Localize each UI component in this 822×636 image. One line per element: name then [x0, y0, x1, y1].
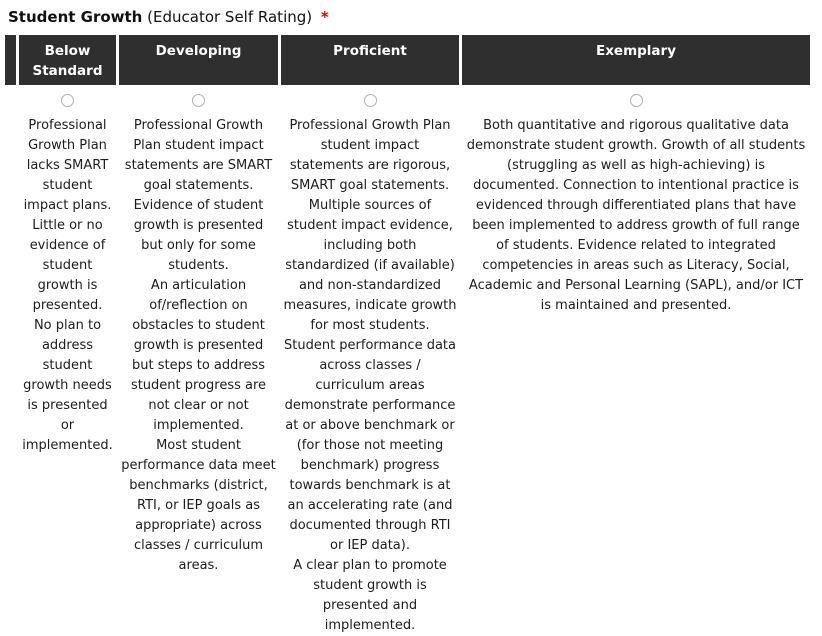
question-title-sublabel: (Educator Self Rating): [147, 8, 313, 26]
cell-paragraph: Evidence of student growth is presented but only for some students.: [133, 198, 264, 273]
rating-cell-exemplary: [462, 88, 810, 636]
header-cell-below-standard: Below Standard: [19, 35, 116, 85]
rating-cell-below-standard: [19, 88, 116, 636]
cell-paragraph: A clear plan to promote student growth is presented and implemented.: [293, 558, 447, 633]
cell-paragraph: Student performance data across classes / curriculum areas demonstrate performance at or above benchmark or (for those not meeting benchmark) progress towards benchmark is at an accelerating rate (and documented through RTI or IEP data).: [284, 338, 456, 553]
header-cell-developing: Developing: [119, 35, 278, 85]
rating-cell-proficient: [281, 88, 459, 636]
rating-cell-text: [21, 116, 114, 456]
cell-paragraph: No plan to address student growth needs is presented or implemented.: [22, 318, 113, 453]
header-cell-proficient: Proficient: [281, 35, 459, 85]
rating-table: [5, 35, 822, 636]
rating-cell-developing: [119, 88, 278, 636]
cell-paragraph: Little or no evidence of student growth is presented.: [29, 218, 106, 313]
question-title-label: Student Growth: [8, 8, 143, 26]
cell-paragraph: Multiple sources of student impact evidence, including both standardized (if available) and non-standardized measures, indicate growth for most students.: [283, 198, 457, 333]
cell-paragraph: Professional Growth Plan lacks SMART student impact plans.: [23, 118, 112, 213]
cell-paragraph: An articulation of/reflection on obstacles to student growth is presented but steps to address student progress are not clear or not implemented.: [130, 278, 267, 433]
header-spacer-cell: [5, 35, 16, 85]
body-spacer-cell: [5, 88, 16, 636]
cell-paragraph: Professional Growth Plan student impact statements are SMART goal statements.: [124, 118, 273, 193]
cell-paragraph: Both quantitative and rigorous qualitative data demonstrate student growth. Growth of all students (struggling as well as high-achieving) is documented. Connection to intentional practice is evidenced through differentiated plans that have been implemented to address growth of full range of students. Evidence related to integrated competencies in areas such as Literacy, Social, Academic and Personal Learning (SAPL), and/or ICT is maintained and presented.: [466, 118, 806, 313]
radio-developing[interactable]: [192, 94, 205, 107]
rating-cell-text: [121, 116, 276, 576]
rating-cell-text: [283, 116, 457, 636]
question-title: [8, 8, 822, 26]
header-cell-exemplary: Exemplary: [462, 35, 810, 85]
rating-cell-text: [464, 116, 808, 316]
required-asterisk: *: [320, 8, 329, 26]
radio-below-standard[interactable]: [61, 94, 74, 107]
cell-paragraph: Most student performance data meet benchmarks (district, RTI, or IEP goals as appropriate) across classes / curriculum areas.: [121, 438, 276, 573]
cell-paragraph: Professional Growth Plan student impact statements are rigorous, SMART goal statements.: [289, 118, 451, 193]
radio-exemplary[interactable]: [630, 94, 643, 107]
radio-proficient[interactable]: [364, 94, 377, 107]
